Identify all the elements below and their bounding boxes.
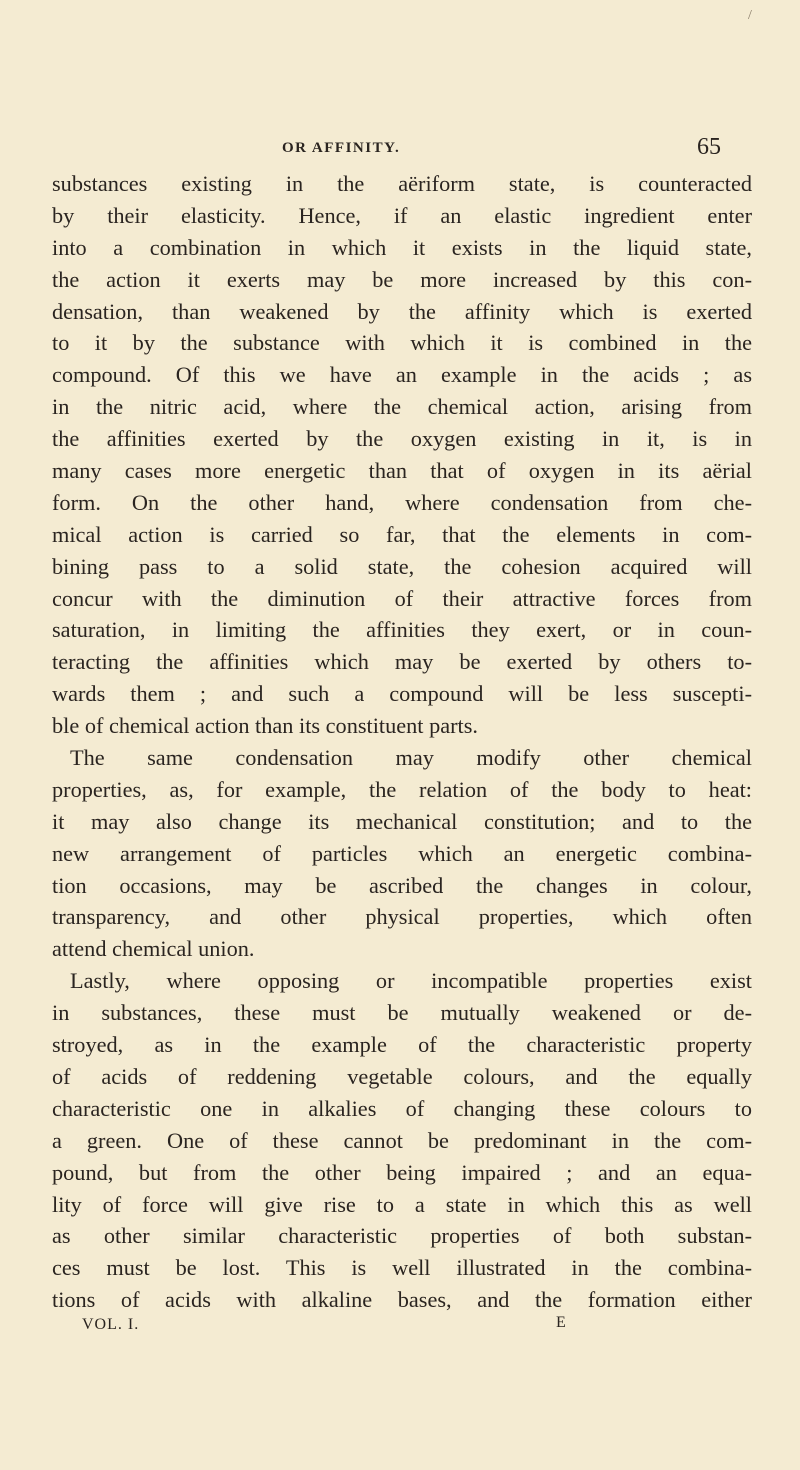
- text-line: substances existing in the aëriform state, is counteracted: [52, 171, 752, 196]
- body-text: [52, 168, 752, 1316]
- text-line: transparency, and other physical properties, which often: [52, 904, 752, 930]
- text-line: Lastly, where opposing or incompatible properties exist: [70, 968, 752, 994]
- text-line: saturation, in limiting the affinities they exert, or in coun-: [52, 617, 752, 643]
- text-line: lity of force will give rise to a state in which this as well: [52, 1191, 752, 1217]
- text-line: pound, but from the other being impaired ; and an equa-: [52, 1159, 752, 1185]
- text-line: attend chemical union.: [52, 936, 255, 962]
- text-line: in the nitric acid, where the chemical action, arising from: [52, 394, 752, 420]
- text-line: The same condensation may modify other chemical: [70, 745, 752, 771]
- text-line: mical action is carried so far, that the elements in com-: [52, 521, 752, 547]
- text-line: compound. Of this we have an example in the acids ; as: [52, 362, 752, 388]
- text-line: stroyed, as in the example of the characteristic property: [52, 1032, 752, 1058]
- text-line: tion occasions, may be ascribed the changes in colour,: [52, 872, 752, 898]
- text-line: in substances, these must be mutually weakened or de-: [52, 1000, 752, 1026]
- text-line: concur with the diminution of their attractive forces from: [52, 585, 752, 611]
- text-line: teracting the affinities which may be exerted by others to-: [52, 649, 752, 675]
- text-line: to it by the substance with which it is combined in the: [52, 330, 752, 356]
- text-line: wards them ; and such a compound will be less suscepti-: [52, 681, 752, 707]
- text-line: many cases more energetic than that of oxygen in its aërial: [52, 458, 752, 484]
- signature-letter: E: [556, 1314, 566, 1331]
- text-line: a green. One of these cannot be predominant in the com-: [52, 1127, 752, 1153]
- text-line: tions of acids with alkaline bases, and the formation either: [52, 1287, 752, 1313]
- signature-volume: VOL. I.: [82, 1316, 140, 1333]
- text-line: as other similar characteristic properties of both substan-: [52, 1223, 752, 1249]
- text-line: characteristic one in alkalies of changing these colours to: [52, 1095, 752, 1121]
- running-title: OR AFFINITY.: [282, 140, 401, 156]
- text-line: it may also change its mechanical constitution; and to the: [52, 808, 752, 834]
- text-line: ble of chemical action than its constituent parts.: [52, 713, 478, 739]
- text-line: form. On the other hand, where condensation from che-: [52, 489, 752, 515]
- text-line: the affinities exerted by the oxygen existing in it, is in: [52, 426, 752, 452]
- text-line: of acids of reddening vegetable colours, and the equally: [52, 1063, 752, 1089]
- text-line: the action it exerts may be more increased by this con-: [52, 266, 752, 292]
- page-number: 65: [697, 134, 721, 160]
- text-line: into a combination in which it exists in the liquid state,: [52, 234, 752, 260]
- text-line: new arrangement of particles which an energetic combina-: [52, 840, 752, 866]
- text-line: properties, as, for example, the relation of the body to heat:: [52, 776, 752, 802]
- text-line: densation, than weakened by the affinity which is exerted: [52, 298, 752, 324]
- text-line: by their elasticity. Hence, if an elastic ingredient enter: [52, 202, 752, 228]
- corner-mark: /: [748, 8, 752, 23]
- text-line: bining pass to a solid state, the cohesion acquired will: [52, 553, 752, 579]
- text-line: ces must be lost. This is well illustrated in the combina-: [52, 1255, 752, 1281]
